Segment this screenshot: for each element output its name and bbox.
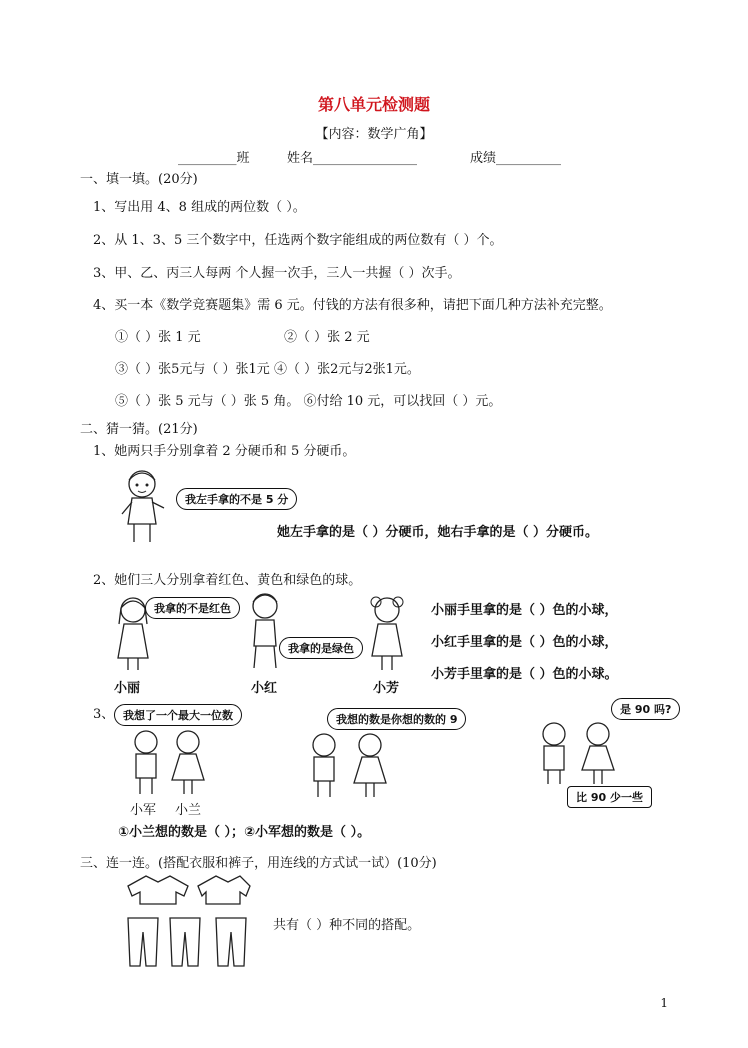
girl-xiaofang-illustration: [366, 594, 408, 674]
s2-q1-answer: 她左手拿的是（ ）分硬币，她右手拿的是（ ）分硬币。: [277, 525, 599, 540]
s2-question-1: 1、她两只手分别拿着 2 分硬币和 5 分硬币。: [93, 444, 356, 459]
s2-question-2: 2、她们三人分别拿着红色、黄色和绿色的球。: [93, 573, 362, 588]
speech-bubble-q3-2: 我想的数是你想的数的 9: [327, 708, 466, 730]
s1-question-3: 3、甲、乙、丙三人每两 个人握一次手，三人一共握（ ）次手。: [93, 266, 461, 281]
s2-q2-answer-3: 小芳手里拿的是（ ）色的小球。: [431, 667, 618, 682]
speech-bubble-xiaohong: 我拿的是绿色: [279, 637, 363, 659]
speech-bubble-q3-1: 我想了一个最大一位数: [114, 704, 242, 726]
boy-girl-illustration-1: [126, 728, 216, 798]
speech-bubble-q3-4: 比 90 少一些: [567, 786, 652, 808]
s2-q3-answer: ①小兰想的数是（ ）；②小军想的数是（ ）。: [118, 825, 371, 840]
boy-girl-illustration-3: [536, 720, 632, 786]
girl-illustration: [118, 466, 168, 548]
page-subtitle: 【内容：数学广角】: [315, 127, 433, 142]
s2-q2-answer-2: 小红手里拿的是（ ）色的小球，: [431, 635, 618, 650]
speech-bubble-q1: 我左手拿的不是 5 分: [176, 488, 297, 510]
s1-option-2: ②（ ）张 2 元: [284, 330, 370, 345]
s1-question-2: 2、从 1、3、5 三个数字中，任选两个数字能组成的两位数有（ ）个。: [93, 233, 503, 248]
class-line: _________班: [178, 151, 250, 166]
name-xiaolan: 小兰: [175, 803, 202, 818]
clothes-pants-illustration: [124, 874, 254, 970]
speech-bubble-q3-3: 是 90 吗?: [611, 698, 680, 720]
section3-heading: 三、连一连。(搭配衣服和裤子，用连线的方式试一试）(10分): [80, 856, 437, 871]
score-line: 成绩__________: [470, 151, 562, 166]
name-xiaoli: 小丽: [114, 681, 141, 696]
s2-q2-answer-1: 小丽手里拿的是（ ）色的小球，: [431, 603, 618, 618]
name-xiaohong: 小红: [251, 681, 278, 696]
s1-question-1: 1、写出用 4、8 组成的两位数（ ）。: [93, 200, 306, 215]
page-number: 1: [660, 996, 668, 1010]
page-title: 第八单元检测题: [317, 95, 430, 114]
s1-option-3-4: ③（ ）张5元与（ ）张1元 ④（ ）张2元与2张1元。: [115, 362, 420, 377]
name-xiaofang: 小芳: [373, 681, 400, 696]
section1-heading: 一、填一填。(20分): [80, 172, 198, 187]
s1-option-1: ①（ ）张 1 元: [115, 330, 201, 345]
boy-girl-illustration-2: [300, 731, 400, 801]
name-line: 姓名________________: [287, 151, 418, 166]
speech-bubble-xiaoli: 我拿的不是红色: [145, 597, 240, 619]
section2-heading: 二、猜一猜。(21分): [80, 422, 198, 437]
s2-question-3-number: 3、: [93, 707, 115, 722]
s1-option-5-6: ⑤（ ）张 5 元与（ ）张 5 角。 ⑥付给 10 元，可以找回（ ）元。: [115, 394, 502, 409]
girl-xiaohong-illustration: [244, 590, 286, 674]
s1-question-4: 4、买一本《数学竞赛题集》需 6 元。付钱的方法有很多种，请把下面几种方法补充完整。: [93, 298, 612, 313]
name-xiaojun: 小军: [130, 803, 157, 818]
s3-answer: 共有（ ）种不同的搭配。: [273, 918, 421, 933]
